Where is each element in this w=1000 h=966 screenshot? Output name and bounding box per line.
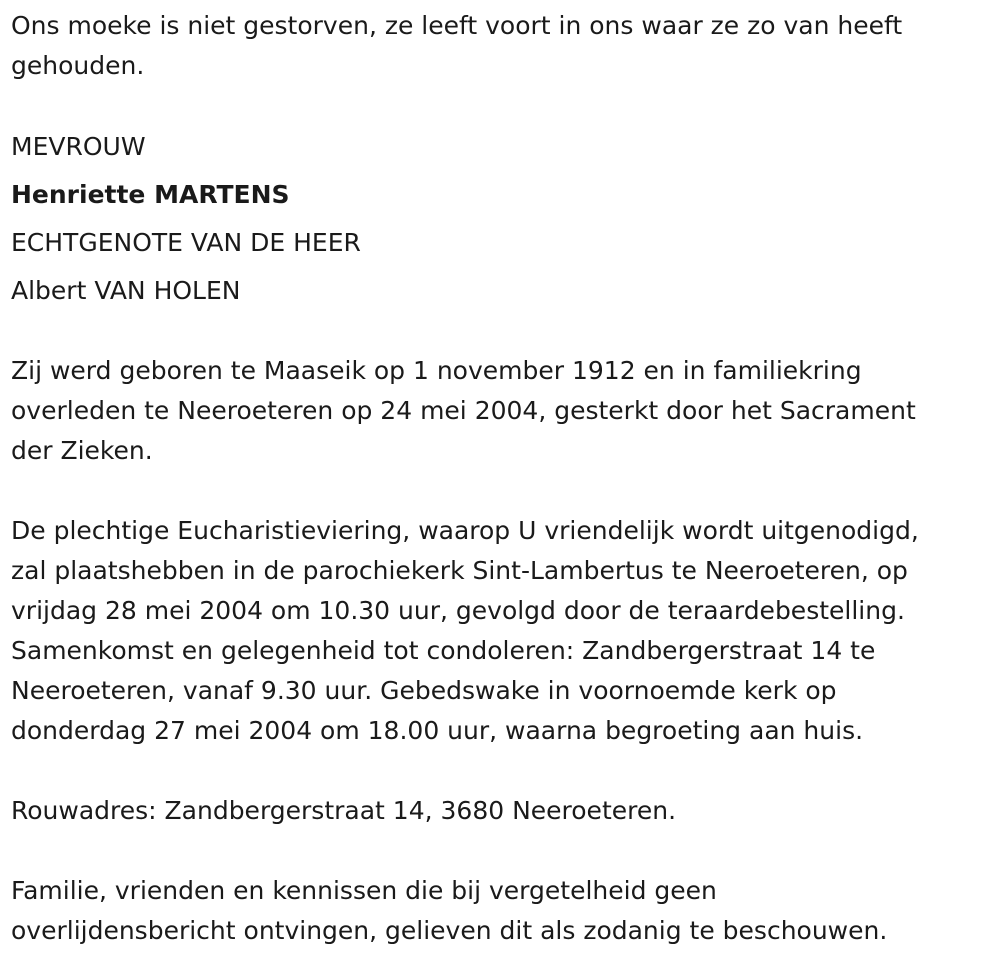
deceased-block <box>11 123 996 315</box>
ceremony-line: vrijdag 28 mei 2004 om 10.30 uur, gevolgd door de teraardebestelling. <box>11 596 905 625</box>
mourning-address: Rouwadres: Zandbergerstraat 14, 3680 Neeroeteren. <box>11 796 677 825</box>
paragraph-gap <box>11 315 996 351</box>
quote-line: gehouden. <box>11 51 145 80</box>
ceremony-line: Samenkomst en gelegenheid tot condoleren: Zandbergerstraat 14 te <box>11 636 876 665</box>
paragraph-gap <box>11 471 996 511</box>
ceremony-line: Neeroeteren, vanaf 9.30 uur. Gebedswake in voornoemde kerk op <box>11 676 837 705</box>
quote-line: Ons moeke is niet gestorven, ze leeft voort in ons waar ze zo van heeft <box>11 11 903 40</box>
ceremony-line: zal plaatshebben in de parochiekerk Sint-Lambertus te Neeroeteren, op <box>11 556 908 585</box>
birth-death-line: Zij werd geboren te Maaseik op 1 november 1912 en in familiekring <box>11 356 862 385</box>
paragraph-gap <box>11 831 996 871</box>
paragraph-gap <box>11 86 996 125</box>
notice-line: Familie, vrienden en kennissen die bij vergetelheid geen <box>11 876 717 905</box>
ceremony-paragraph <box>11 511 996 751</box>
ceremony-line: De plechtige Eucharistieviering, waarop U vriendelijk wordt uitgenodigd, <box>11 516 919 545</box>
address-paragraph <box>11 791 996 831</box>
birth-death-line: overleden te Neeroeteren op 24 mei 2004, gesterkt door het Sacrament <box>11 396 916 425</box>
paragraph-gap <box>11 751 996 791</box>
ceremony-line: donderdag 27 mei 2004 om 18.00 uur, waarna begroeting aan huis. <box>11 716 864 745</box>
notice-line: overlijdensbericht ontvingen, gelieven dit als zodanig te beschouwen. <box>11 916 888 945</box>
deceased-title: MEVROUW <box>11 132 146 161</box>
spouse-name: Albert VAN HOLEN <box>11 276 241 305</box>
obituary-document <box>11 6 996 951</box>
opening-quote <box>11 6 996 86</box>
birth-death-paragraph <box>11 351 996 471</box>
deceased-relation: ECHTGENOTE VAN DE HEER <box>11 228 361 257</box>
deceased-name: Henriette MARTENS <box>11 180 290 209</box>
birth-death-line: der Zieken. <box>11 436 153 465</box>
notice-paragraph <box>11 871 996 951</box>
